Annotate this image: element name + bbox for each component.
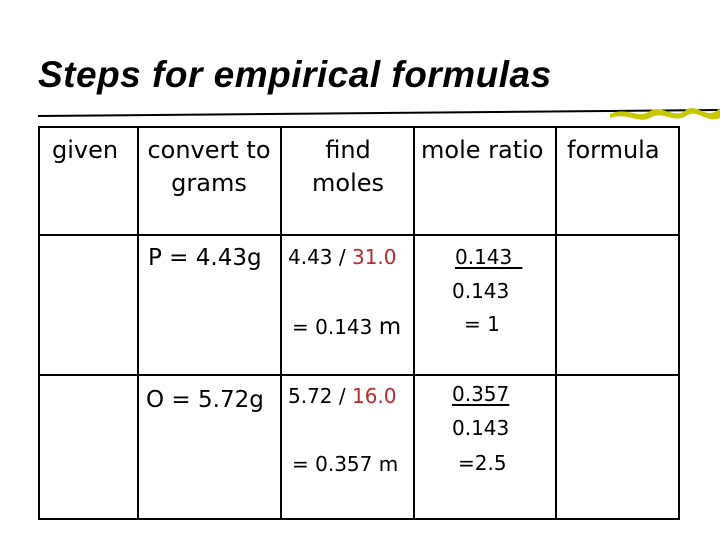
header-given: given <box>52 136 119 164</box>
row-p-ratio-denominator: 0.143 <box>452 279 510 303</box>
row-p-moles-calc: 4.43 / 31.0 <box>288 245 397 269</box>
row-o-ratio-numerator: 0.357 <box>452 382 510 406</box>
header-find-moles-line2: moles <box>312 169 384 197</box>
row-p-ratio-result: = 1 <box>464 312 500 336</box>
header-formula: formula <box>567 136 660 164</box>
header-mole-ratio: mole ratio <box>421 136 544 164</box>
row-p-molar-mass: 31.0 <box>351 245 397 269</box>
title-underline-stroke <box>38 104 720 124</box>
slide-title: Steps for empirical formulas <box>38 54 552 95</box>
header-convert-to-grams-line2: grams <box>171 169 247 197</box>
header-convert-to-grams-line1: convert to <box>147 136 271 164</box>
row-p-ratio-numerator: 0.143_ <box>455 245 523 269</box>
row-o-moles-calc: 5.72 / 16.0 <box>288 384 397 408</box>
row-p-grams: P = 4.43g <box>148 245 262 271</box>
row-o-ratio-result: =2.5 <box>458 451 507 475</box>
header-find-moles-line1: find <box>325 136 371 164</box>
row-p-moles-result: = 0.143 m <box>292 314 402 340</box>
row-o-grams: O = 5.72g <box>146 387 264 413</box>
row-o-molar-mass: 16.0 <box>351 384 397 408</box>
row-o-ratio-denominator: 0.143 <box>452 416 510 440</box>
row-o-moles-result: = 0.357 m <box>292 452 399 476</box>
